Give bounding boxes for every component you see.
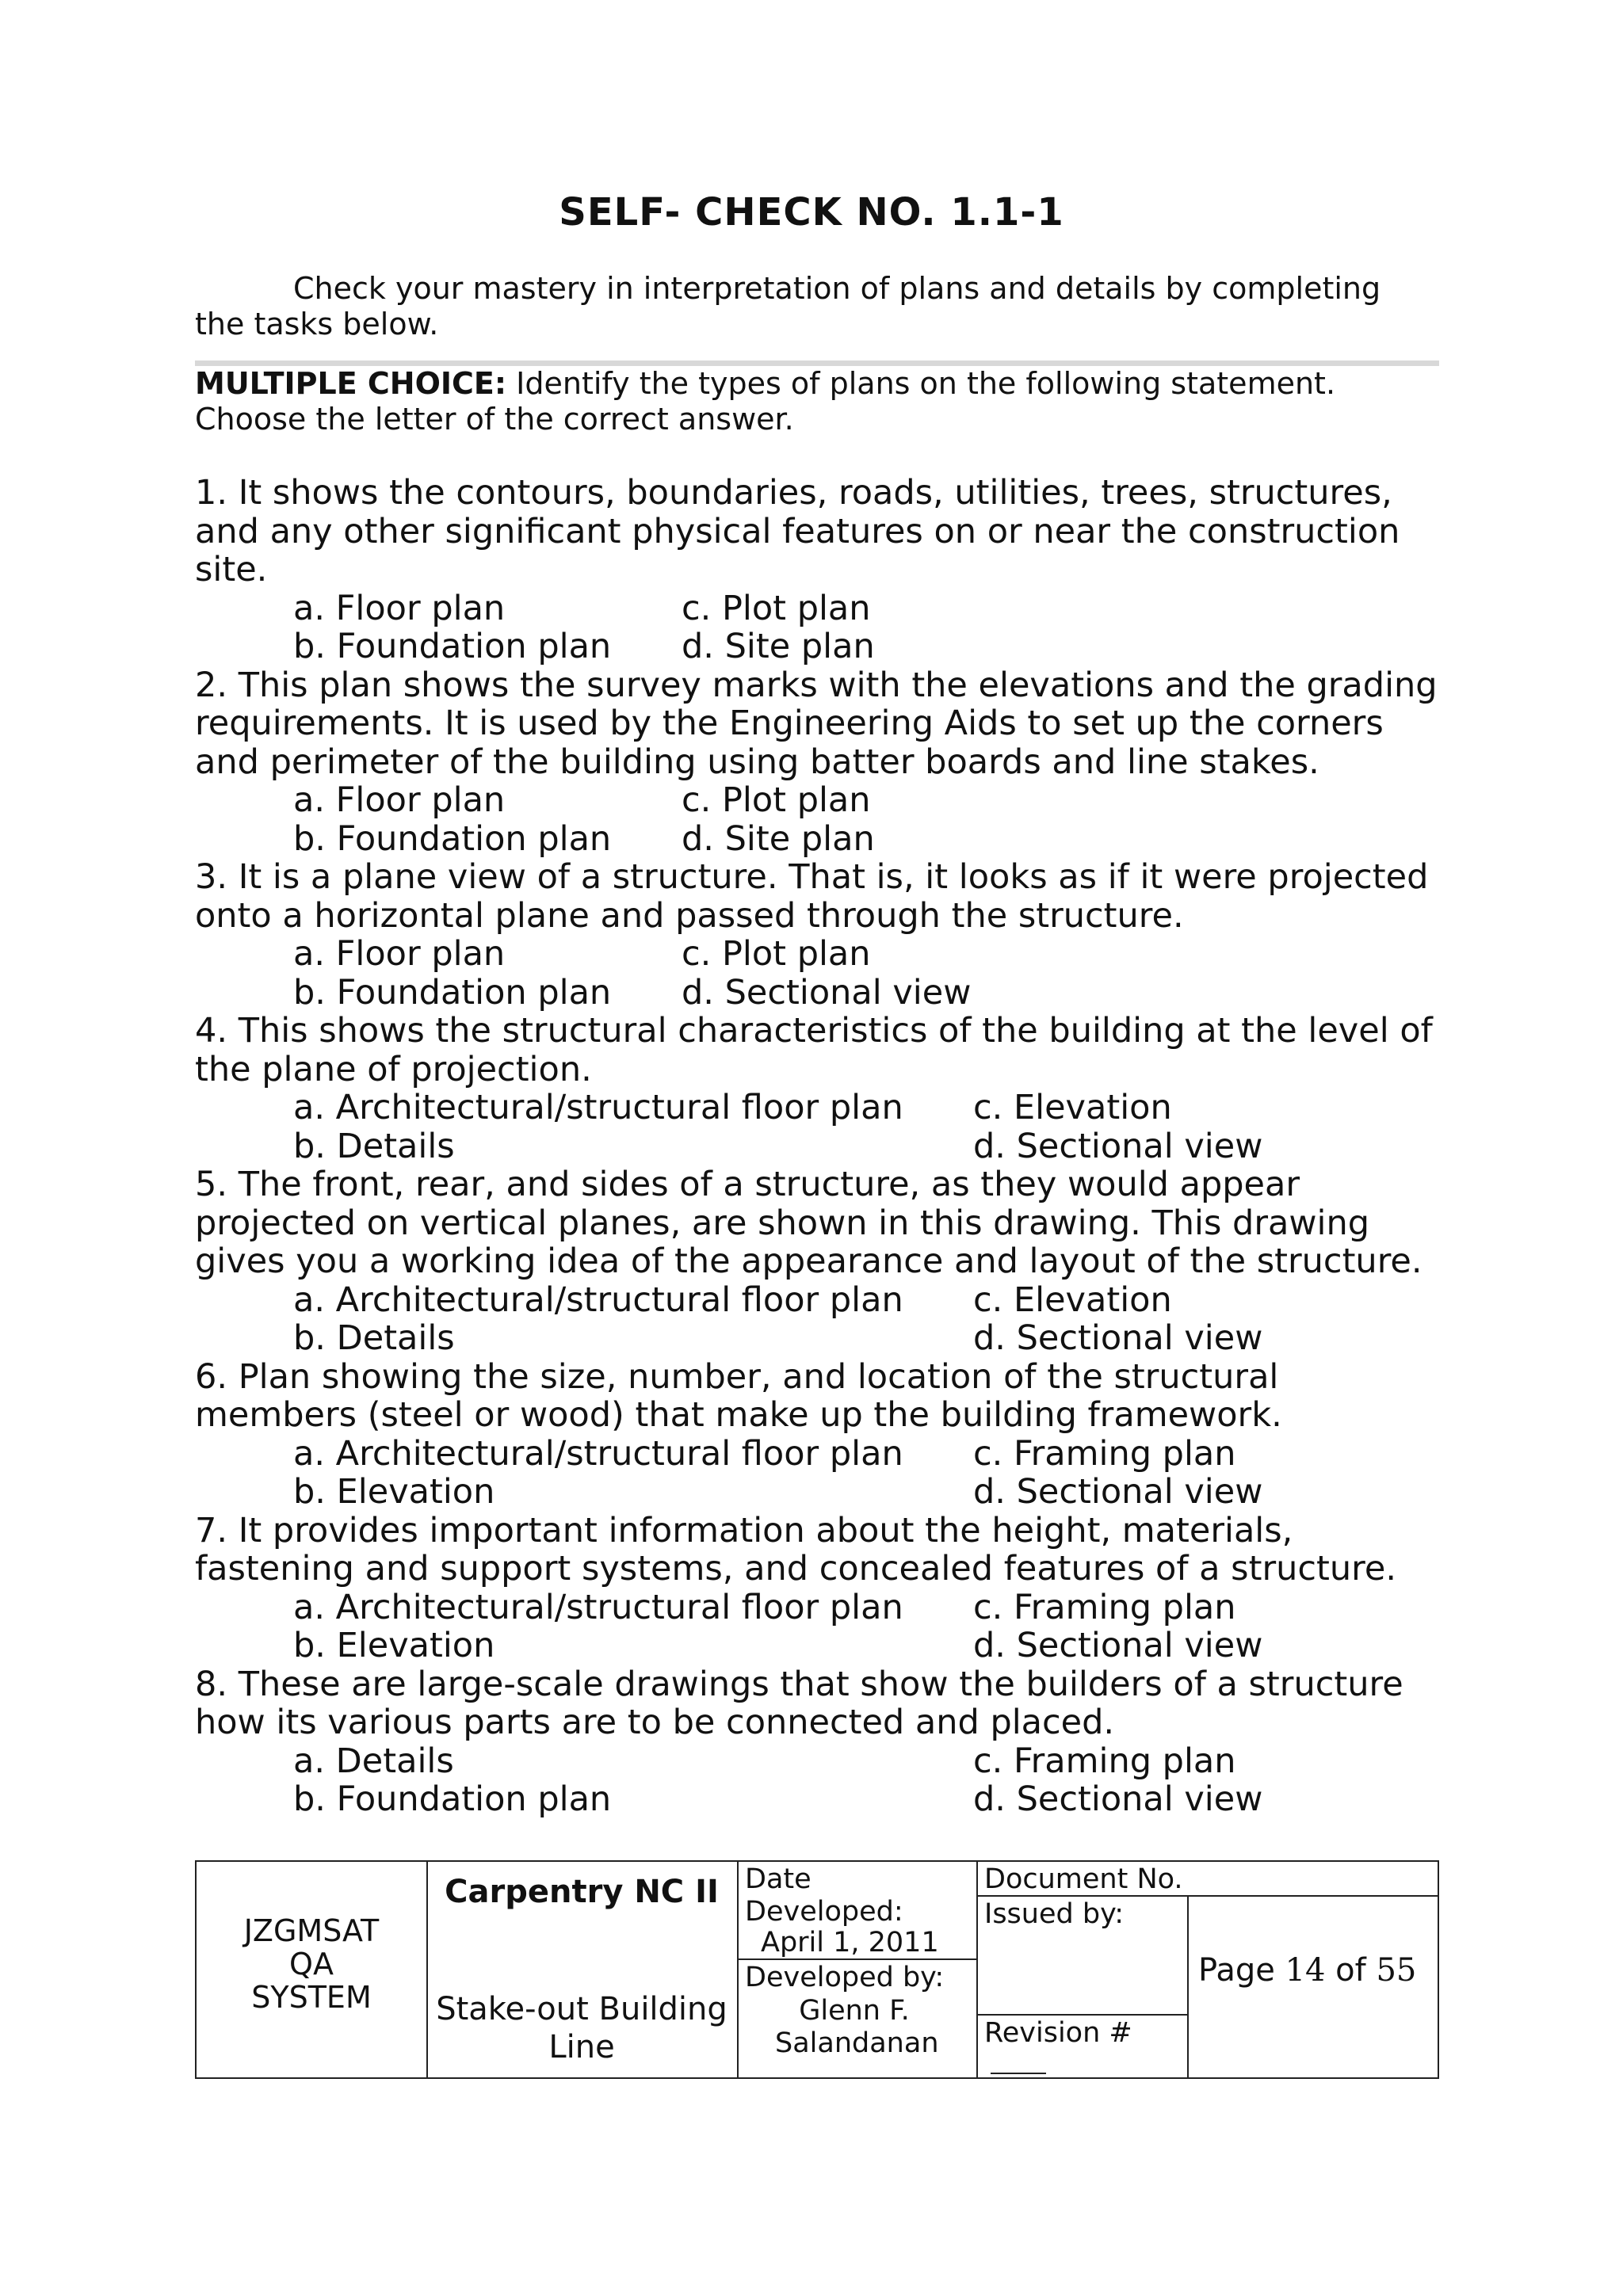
option-group [195,1435,1447,1512]
table-divider [737,1862,739,2077]
table-divider [1187,1895,1189,2077]
page-total: 55 [1376,1952,1417,1989]
option-group [195,935,1447,1012]
question-stem: 5. The front, rear, and sides of a structure, as they would appear projected on vertical planes, are shown in this drawing. This drawing gives you a working idea of the appearance and layout of the structure. [195,1165,1423,1281]
option-b[interactable]: b. Details [293,1318,455,1358]
option-group [195,781,1447,858]
option-a[interactable]: a. Architectural/structural floor plan [293,1088,903,1127]
option-a[interactable]: a. Floor plan [293,588,506,628]
question-stem: 6. Plan showing the size, number, and location of the structural members (steel or wood) that make up the building framework. [195,1356,1282,1435]
question-stem: 3. It is a plane view of a structure. That is, it looks as if it were projected onto a horizontal plane and passed through the structure. [195,857,1429,936]
date-developed-value: April 1, 2011 [761,1927,939,1958]
option-d[interactable]: d. Sectional view [973,1472,1263,1512]
option-group [195,1089,1447,1165]
option-d[interactable]: d. Sectional view [973,1126,1263,1166]
option-d[interactable]: d. Sectional view [973,1779,1263,1819]
option-a[interactable]: a. Details [293,1741,454,1781]
option-b[interactable]: b. Details [293,1126,455,1166]
instructions [195,366,1439,437]
option-group [195,589,1447,666]
question-5 [195,1165,1447,1358]
page-number [1198,1954,1436,1987]
option-a[interactable]: a. Floor plan [293,780,506,820]
table-divider [976,2014,1187,2016]
option-d[interactable]: d. Sectional view [682,972,972,1013]
option-a[interactable]: a. Architectural/structural floor plan [293,1587,903,1627]
option-b[interactable]: b. Foundation plan [293,972,612,1013]
question-stem: 7. It provides important information about the height, materials, fastening and support systems, and concealed features of a structure. [195,1510,1396,1589]
option-group [195,1589,1447,1665]
page-prefix: Page [1198,1952,1285,1989]
intro-paragraph: Check your mastery in interpretation of plans and details by completing the tasks below. [195,271,1381,341]
option-d[interactable]: d. Sectional view [973,1626,1263,1665]
question-stem: 4. This shows the structural characteristics of the building at the level of the plane of projection. [195,1011,1433,1089]
developed-by-value: Glenn F. Salandanan [775,1995,939,2059]
section-divider [195,360,1439,366]
question-stem: 2. This plan shows the survey marks with the elevations and the grading requirements. It is used by the Engineering Aids to set up the corners and perimeter of the building using batter boards and line stakes. [195,665,1438,782]
option-d[interactable]: d. Site plan [682,818,875,859]
question-4 [195,1012,1447,1165]
page-title: SELF- CHECK NO. 1.1-1 [559,190,1064,235]
developed-by-label: Developed by: [745,1962,945,1993]
option-c[interactable]: c. Elevation [973,1280,1172,1320]
option-group [195,1742,1447,1819]
option-c[interactable]: c. Framing plan [973,1587,1236,1627]
question-stem: 1. It shows the contours, boundaries, roads, utilities, trees, structures, and any other significant physical features on or near the construction site. [195,473,1400,589]
option-c[interactable]: c. Elevation [973,1088,1172,1127]
org-line: QA [289,1947,334,1981]
document-footer-table [195,1860,1439,2079]
option-b[interactable]: b. Foundation plan [293,627,612,666]
option-c[interactable]: c. Framing plan [973,1741,1236,1781]
instructions-text: Identify the types of plans on the following statement. Choose the letter of the correct answer. [195,366,1336,437]
question-list [195,474,1447,1819]
org-name [197,1914,426,2014]
option-b[interactable]: b. Foundation plan [293,818,612,859]
option-a[interactable]: a. Architectural/structural floor plan [293,1280,903,1320]
question-1 [195,474,1447,666]
option-d[interactable]: d. Sectional view [973,1318,1263,1358]
option-c[interactable]: c. Framing plan [973,1433,1236,1474]
course-title: Carpentry NC II [445,1874,719,1910]
option-b[interactable]: b. Foundation plan [293,1779,612,1819]
option-d[interactable]: d. Site plan [682,627,875,666]
option-group [195,1281,1447,1358]
question-2 [195,666,1447,859]
revision-label: Revision # [984,2017,1132,2049]
option-b[interactable]: b. Elevation [293,1626,495,1665]
option-c[interactable]: c. Plot plan [682,934,871,974]
option-c[interactable]: c. Plot plan [682,780,871,820]
question-6 [195,1358,1447,1512]
module-title: Stake-out Building Line [436,1991,727,2065]
question-stem: 8. These are large-scale drawings that show the builders of a structure how its various parts are to be connected and placed. [195,1664,1403,1742]
document-number-label: Document No. [984,1863,1183,1895]
org-line: SYSTEM [251,1980,372,2015]
revision-blank [991,2073,1046,2074]
option-c[interactable]: c. Plot plan [682,588,871,628]
issued-by-label: Issued by: [984,1898,1125,1930]
table-divider [426,1862,428,2077]
option-a[interactable]: a. Architectural/structural floor plan [293,1433,903,1474]
table-divider [976,1862,978,2077]
question-3 [195,858,1447,1012]
option-b[interactable]: b. Elevation [293,1472,495,1512]
date-developed-label: Date Developed: [745,1863,903,1928]
question-8 [195,1665,1447,1819]
org-line: JZGMSAT [243,1913,380,1948]
option-a[interactable]: a. Floor plan [293,934,506,974]
page-current: 14 [1285,1952,1326,1989]
question-7 [195,1512,1447,1665]
page-of: of [1325,1952,1377,1989]
instructions-label: MULTIPLE CHOICE: [195,366,507,401]
